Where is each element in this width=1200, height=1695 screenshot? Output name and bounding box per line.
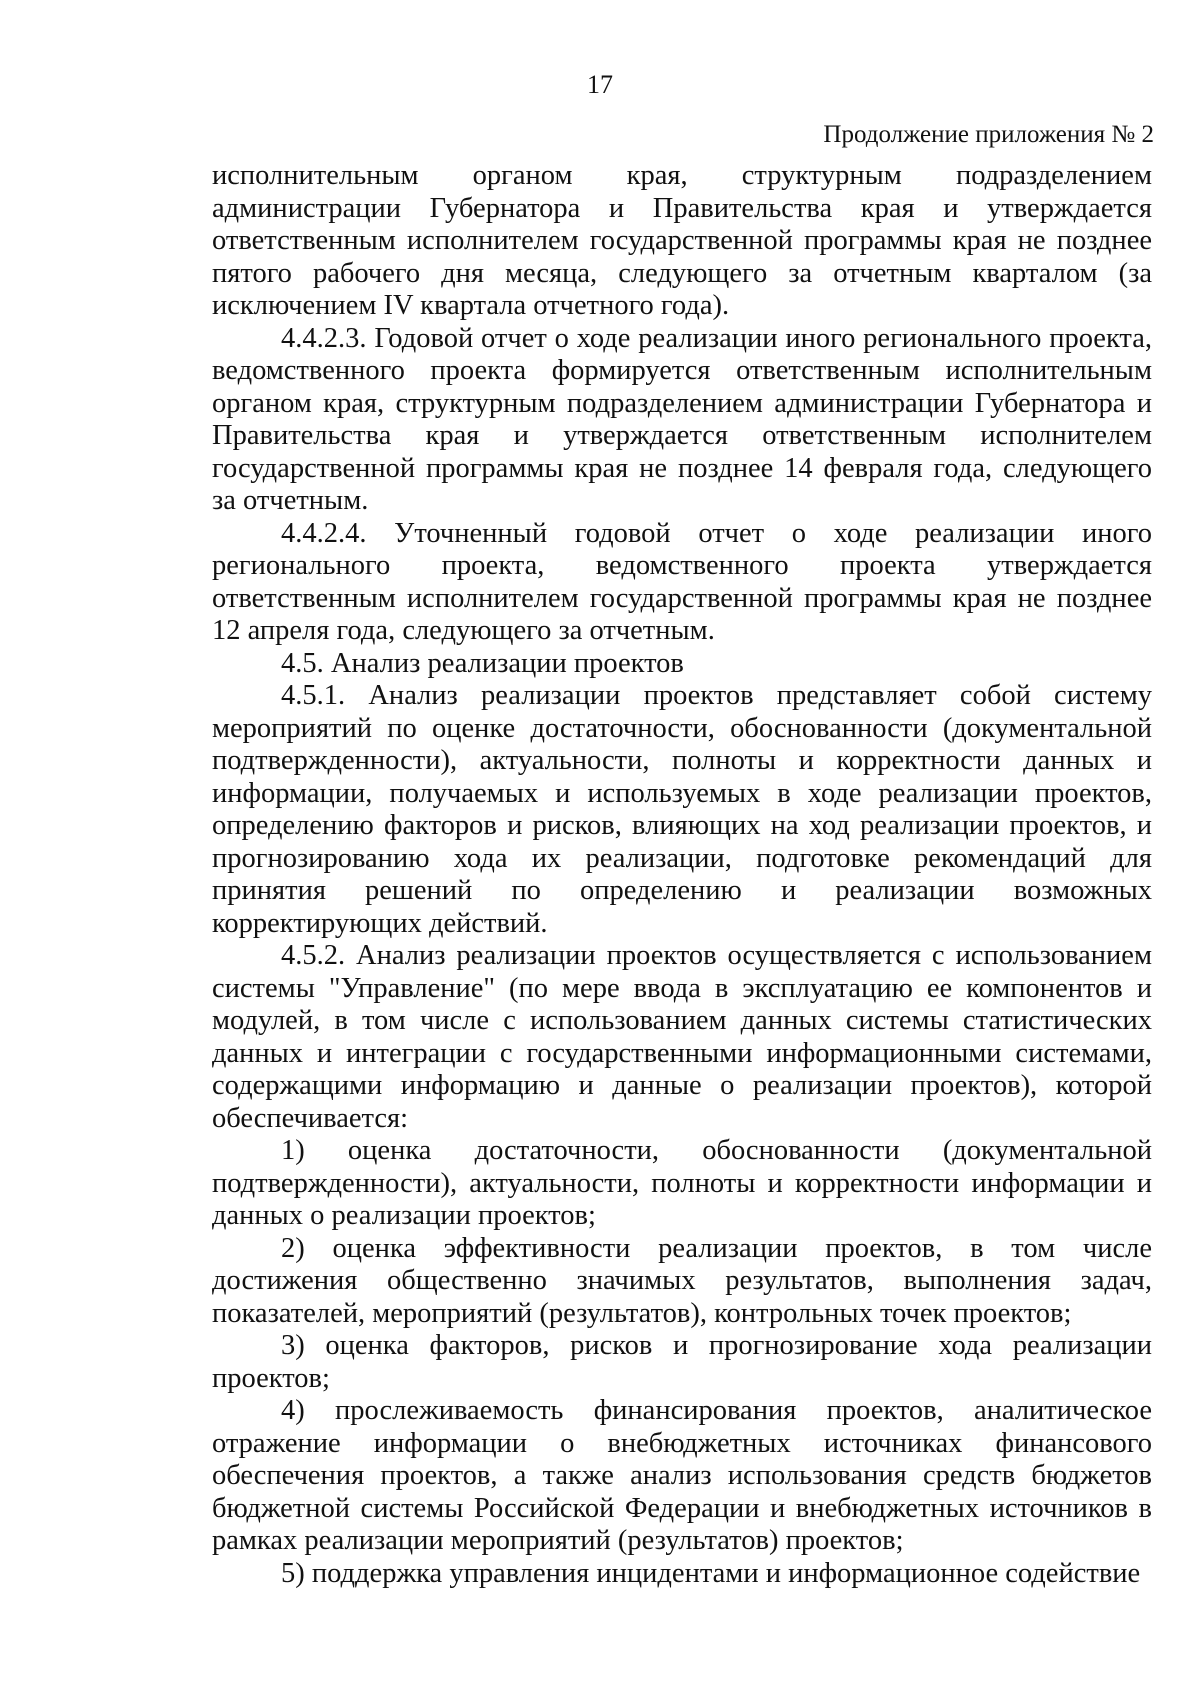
appendix-continuation-note: Продолжение приложения № 2: [823, 121, 1154, 148]
paragraph: 2) оценка эффективности реализации проектов, в том числе достижения общественно значимых результатов, выполнения задач, показателей, мероприятий (результатов), контрольных точек проектов;: [212, 1232, 1152, 1329]
paragraph: исполнительным органом края, структурным подразделением администрации Губернатора и Правительства края и утверждается ответственным исполнителем государственной программы края не позднее пятого рабочего дня месяца, следующего за отчетным кварталом (за исключением IV квартала отчетного года).: [212, 160, 1152, 321]
paragraph: 4.4.2.4. Уточненный годовой отчет о ходе реализации иного регионального проекта, ведомственного проекта утверждается ответственным исполнителем государственной программы края не позднее 12 апреля года, следующего за отчетным.: [212, 517, 1152, 646]
page-number: 17: [587, 70, 613, 99]
paragraph: 4.4.2.3. Годовой отчет о ходе реализации иного регионального проекта, ведомственного проекта формируется ответственным исполнительным органом края, структурным подразделением администрации Губернатора и Правительства края и утверждается ответственным исполнителем государственной программы края не позднее 14 февраля года, следующего за отчетным.: [212, 322, 1152, 516]
paragraph: 4.5. Анализ реализации проектов: [281, 647, 684, 679]
paragraph: 4.5.2. Анализ реализации проектов осуществляется с использованием системы "Управление" (по мере ввода в эксплуатацию ее компонентов и модулей, в том числе с использованием данных системы статистических данных и интеграции с государственными информационными системами, содержащими информацию и данные о реализации проектов), которой обеспечивается:: [212, 940, 1152, 1134]
paragraph: 4) прослеживаемость финансирования проектов, аналитическое отражение информации о внебюджетных источниках финансового обеспечения проектов, а также анализ использования средств бюджетов бюджетной системы Российской Федерации и внебюджетных источников в рамках реализации мероприятий (результатов) проектов;: [212, 1395, 1152, 1556]
document-body: [212, 160, 1152, 1590]
paragraph: 1) оценка достаточности, обоснованности (документальной подтвержденности), актуальности, полноты и корректности информации и данных о реализации проектов;: [212, 1135, 1152, 1231]
paragraph: 5) поддержка управления инцидентами и информационное содействие: [281, 1557, 1141, 1589]
paragraph: 4.5.1. Анализ реализации проектов представляет собой систему мероприятий по оценке достаточности, обоснованности (документальной подтвержденности), актуальности, полноты и корректности данных и информации, получаемых и используемых в ходе реализации проектов, определению факторов и рисков, влияющих на ход реализации проектов, и прогнозированию хода их реализации, подготовке рекомендаций для принятия решений по определению и реализации возможных корректирующих действий.: [212, 680, 1152, 939]
paragraph: 3) оценка факторов, рисков и прогнозирование хода реализации проектов;: [212, 1330, 1152, 1394]
